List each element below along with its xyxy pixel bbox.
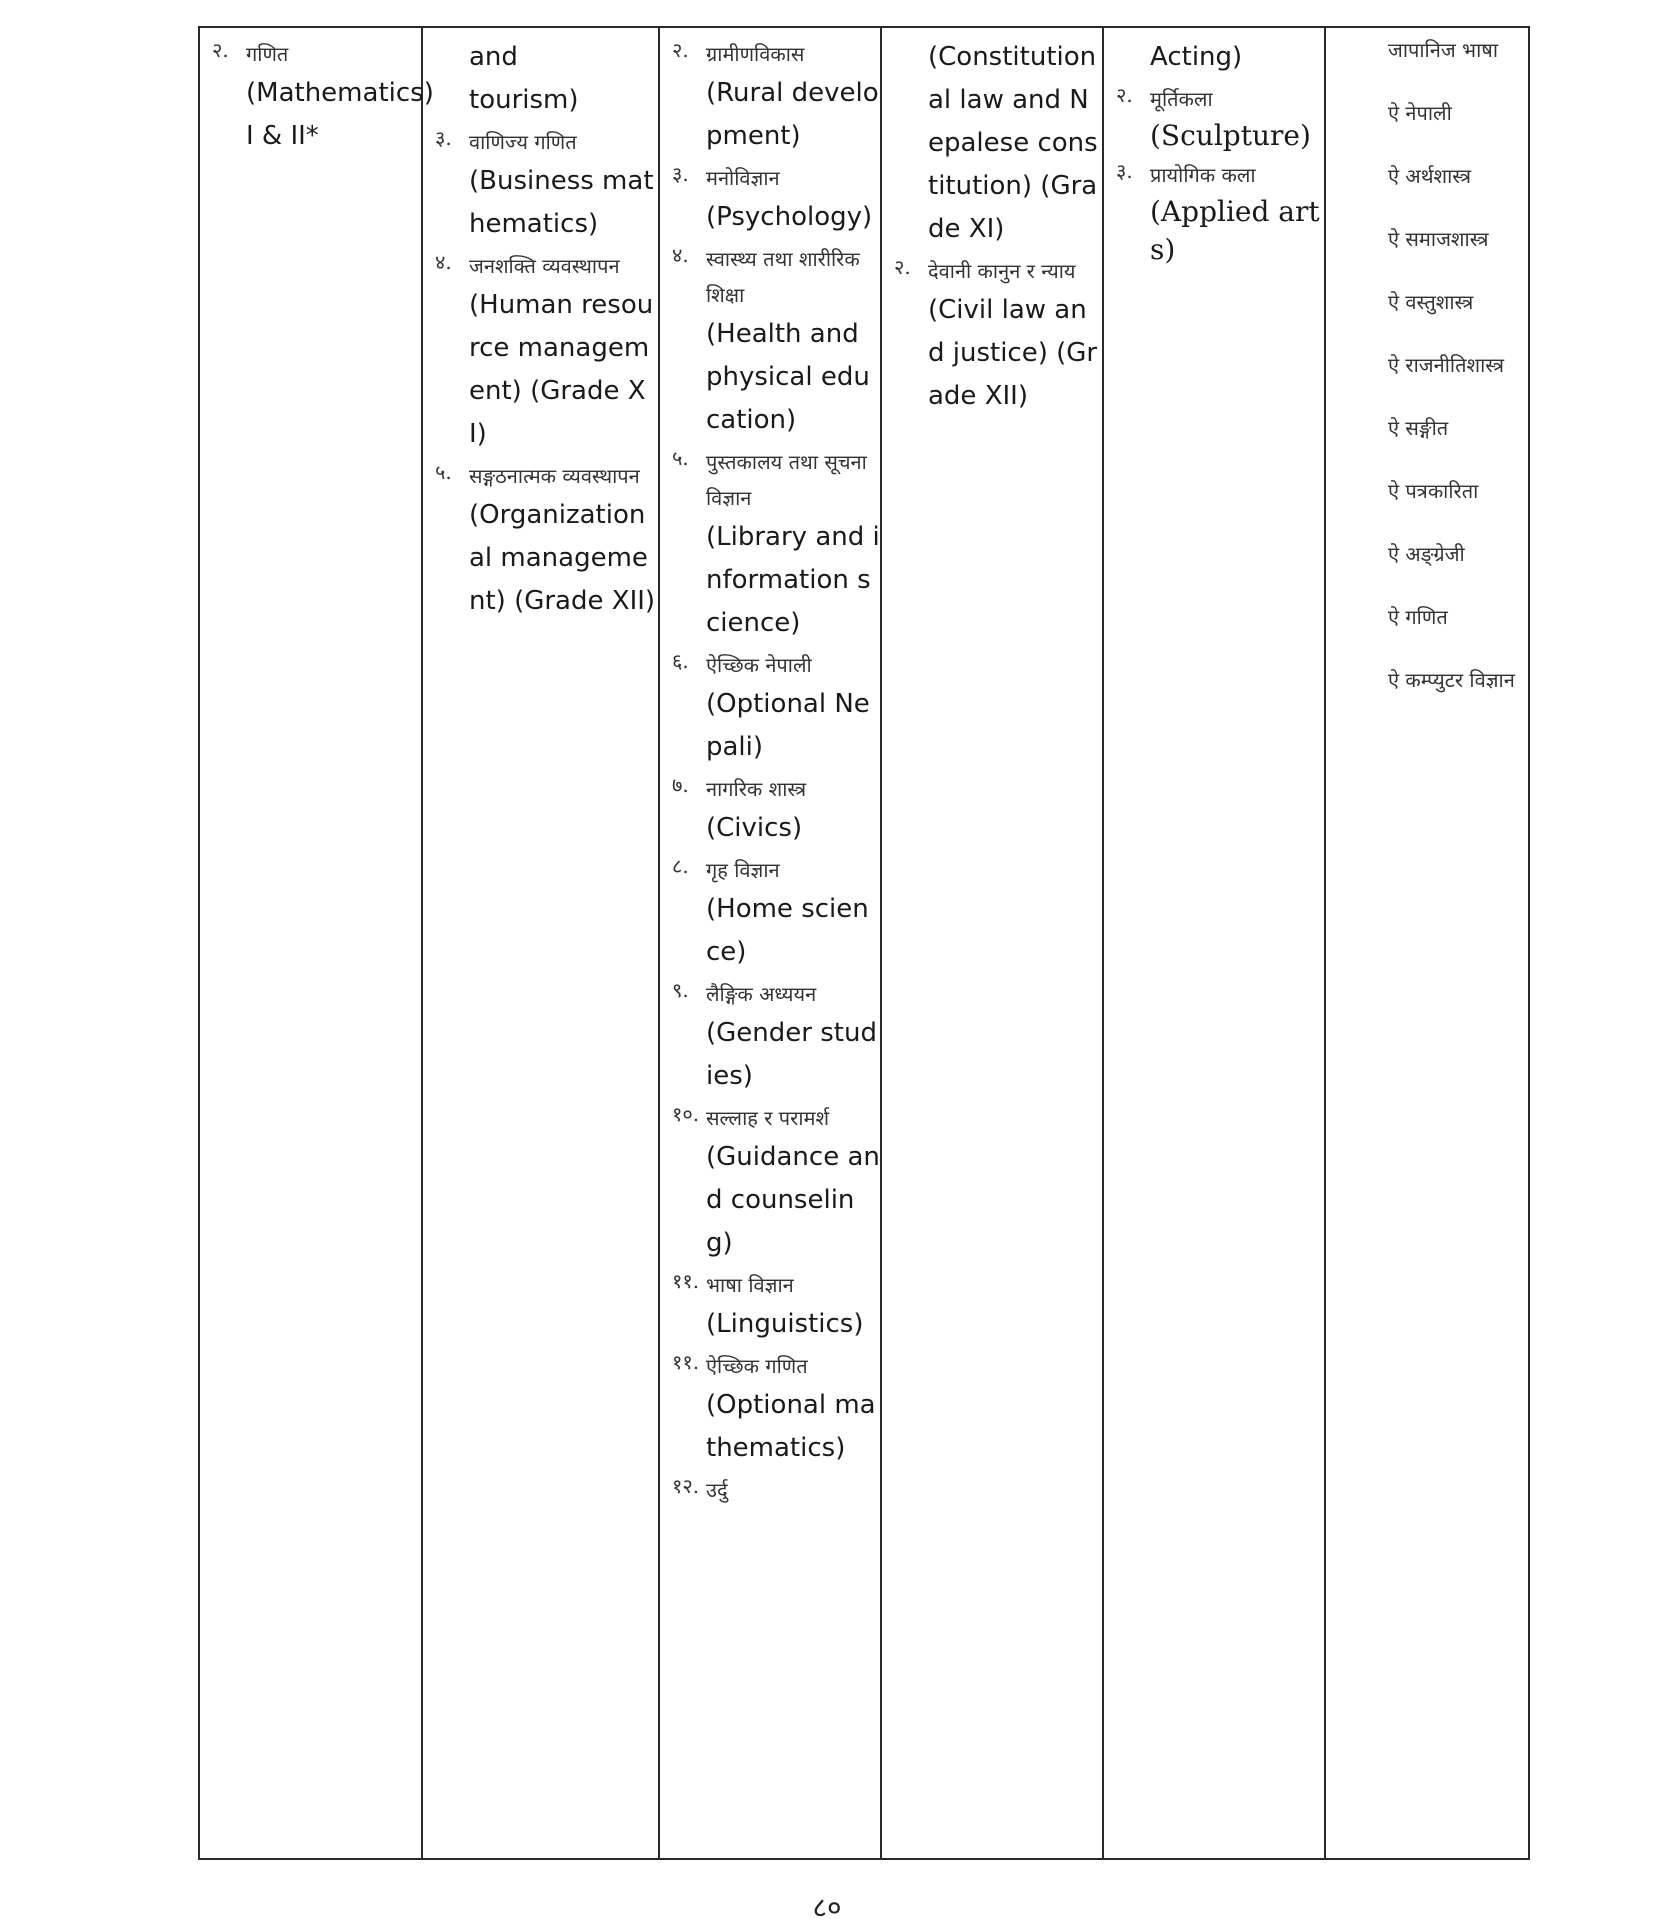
list-item: ऐ कम्प्युटर विज्ञान <box>1388 668 1515 692</box>
subject-nepali: गृह विज्ञान <box>706 858 780 882</box>
subject-english: (Civics) <box>706 813 803 843</box>
list-item <box>660 1267 880 1346</box>
subject-english: (Library and information science) <box>706 522 880 638</box>
subject-nepali: लैङ्गिक अध्ययन <box>706 982 817 1006</box>
item-number: ७. <box>672 773 689 797</box>
page-number: ८० <box>812 1891 842 1924</box>
list-item <box>1104 81 1324 155</box>
list-item <box>660 444 880 645</box>
list-item <box>1104 36 1324 79</box>
table-cell-languages <box>1325 27 1529 1859</box>
subject-nepali: सल्लाह र परामर्श <box>706 1106 830 1130</box>
item-number: ६. <box>672 649 689 673</box>
item-number: ३. <box>672 162 689 186</box>
subject-nepali: मूर्तिकला <box>1150 87 1213 111</box>
table-cell-management <box>422 27 659 1859</box>
subject-nepali: मनोविज्ञान <box>706 166 780 190</box>
list-item: ऐ गणित <box>1388 605 1448 629</box>
list-item <box>660 160 880 239</box>
subject-english: (Rural development) <box>706 78 879 151</box>
list-item <box>660 241 880 442</box>
subject-nepali: पुस्तकालय तथा सूचना विज्ञान <box>706 450 867 510</box>
item-number: ११. <box>672 1350 700 1374</box>
list-item <box>660 1472 880 1508</box>
list-item <box>423 124 658 246</box>
item-number: २. <box>212 38 229 62</box>
item-number: ४. <box>672 243 689 267</box>
subject-english: (Optional Nepali) <box>706 689 870 762</box>
subject-nepali: ऐच्छिक गणित <box>706 1354 808 1378</box>
list-item: जापानिज भाषा <box>1388 38 1499 62</box>
list-item <box>660 976 880 1098</box>
subject-english: (Sculpture) <box>1150 119 1311 152</box>
subject-nepali: देवानी कानुन र न्याय <box>928 259 1076 283</box>
list-item: ऐ सङ्गीत <box>1388 416 1449 440</box>
subject-nepali: ऐच्छिक नेपाली <box>706 653 812 677</box>
list-item <box>660 1100 880 1265</box>
list-item: ऐ अङ्ग्रेजी <box>1388 542 1465 566</box>
subject-english: (Optional mathematics) <box>706 1390 876 1463</box>
subject-english: (Mathematics) I & II* <box>246 78 434 151</box>
subject-nepali: गणित <box>246 42 289 66</box>
table-cell-education <box>659 27 881 1859</box>
item-number: ५. <box>672 446 689 470</box>
continued-text: Acting) <box>1150 42 1243 72</box>
item-number: १०. <box>672 1102 700 1126</box>
subject-nepali: स्वास्थ्य तथा शारीरिक शिक्षा <box>706 247 860 307</box>
table-cell-compulsory <box>199 27 434 1859</box>
list-item: ऐ वस्तुशास्त्र <box>1388 290 1474 314</box>
list-item <box>882 253 1102 418</box>
table-cell-law <box>881 27 1103 1859</box>
list-item <box>423 36 658 122</box>
subject-english: (Health and physical education) <box>706 319 870 435</box>
subject-nepali: उर्दु <box>706 1478 728 1502</box>
item-number: ५. <box>435 460 452 484</box>
list-item <box>660 647 880 769</box>
list-item <box>660 852 880 974</box>
list-item: ऐ नेपाली <box>1388 101 1452 125</box>
item-number: २. <box>1116 83 1133 107</box>
list-item <box>660 36 880 158</box>
subject-english: (Business mathematics) <box>469 166 654 239</box>
subject-english: (Guidance and counseling) <box>706 1142 880 1258</box>
subject-nepali: नागरिक शास्त्र <box>706 777 807 801</box>
subject-english: (Home science) <box>706 894 869 967</box>
subject-english: (Civil law and justice) (Grade XII) <box>928 295 1098 411</box>
item-number: ३. <box>1116 159 1133 183</box>
subject-english: (Organizational management) (Grade XII) <box>469 500 656 616</box>
subject-nepali: प्रायोगिक कला <box>1150 163 1256 187</box>
continued-text: (Constitutional law and Nepalese constitution) (Grade XI) <box>928 42 1098 244</box>
item-number: ९. <box>672 978 689 1002</box>
list-item <box>423 248 658 456</box>
subject-english: (Linguistics) <box>706 1309 864 1339</box>
curriculum-table <box>198 26 1530 1860</box>
item-number: ११. <box>672 1269 700 1293</box>
subject-english: (Applied arts) <box>1150 195 1320 266</box>
list-item <box>423 458 658 623</box>
item-number: ८. <box>672 854 689 878</box>
list-item: ऐ समाजशास्त्र <box>1388 227 1489 251</box>
continued-text: and tourism) <box>469 42 579 115</box>
list-item <box>200 36 434 158</box>
subject-nepali: जनशक्ति व्यवस्थापन <box>469 254 620 278</box>
item-number: १२. <box>672 1474 700 1498</box>
subject-nepali: भाषा विज्ञान <box>706 1273 794 1297</box>
item-number: २. <box>894 255 911 279</box>
item-number: ४. <box>435 250 452 274</box>
list-item <box>660 1348 880 1470</box>
list-item: ऐ राजनीतिशास्त्र <box>1388 353 1505 377</box>
list-item: ऐ अर्थशास्त्र <box>1388 164 1472 188</box>
subject-nepali: ग्रामीणविकास <box>706 42 805 66</box>
item-number: ३. <box>435 126 452 150</box>
subject-english: (Human resource management) (Grade XI) <box>469 290 654 449</box>
list-item <box>1104 157 1324 269</box>
subject-english: (Psychology) <box>706 202 873 232</box>
subject-english: (Gender studies) <box>706 1018 877 1091</box>
subject-nepali: सङ्गठनात्मक व्यवस्थापन <box>469 464 640 488</box>
item-number: २. <box>672 38 689 62</box>
subject-nepali: वाणिज्य गणित <box>469 130 577 154</box>
table-row <box>199 27 1529 1859</box>
list-item: ऐ पत्रकारिता <box>1388 479 1479 503</box>
list-item <box>882 36 1102 251</box>
list-item <box>660 771 880 850</box>
table-cell-arts <box>1103 27 1325 1859</box>
